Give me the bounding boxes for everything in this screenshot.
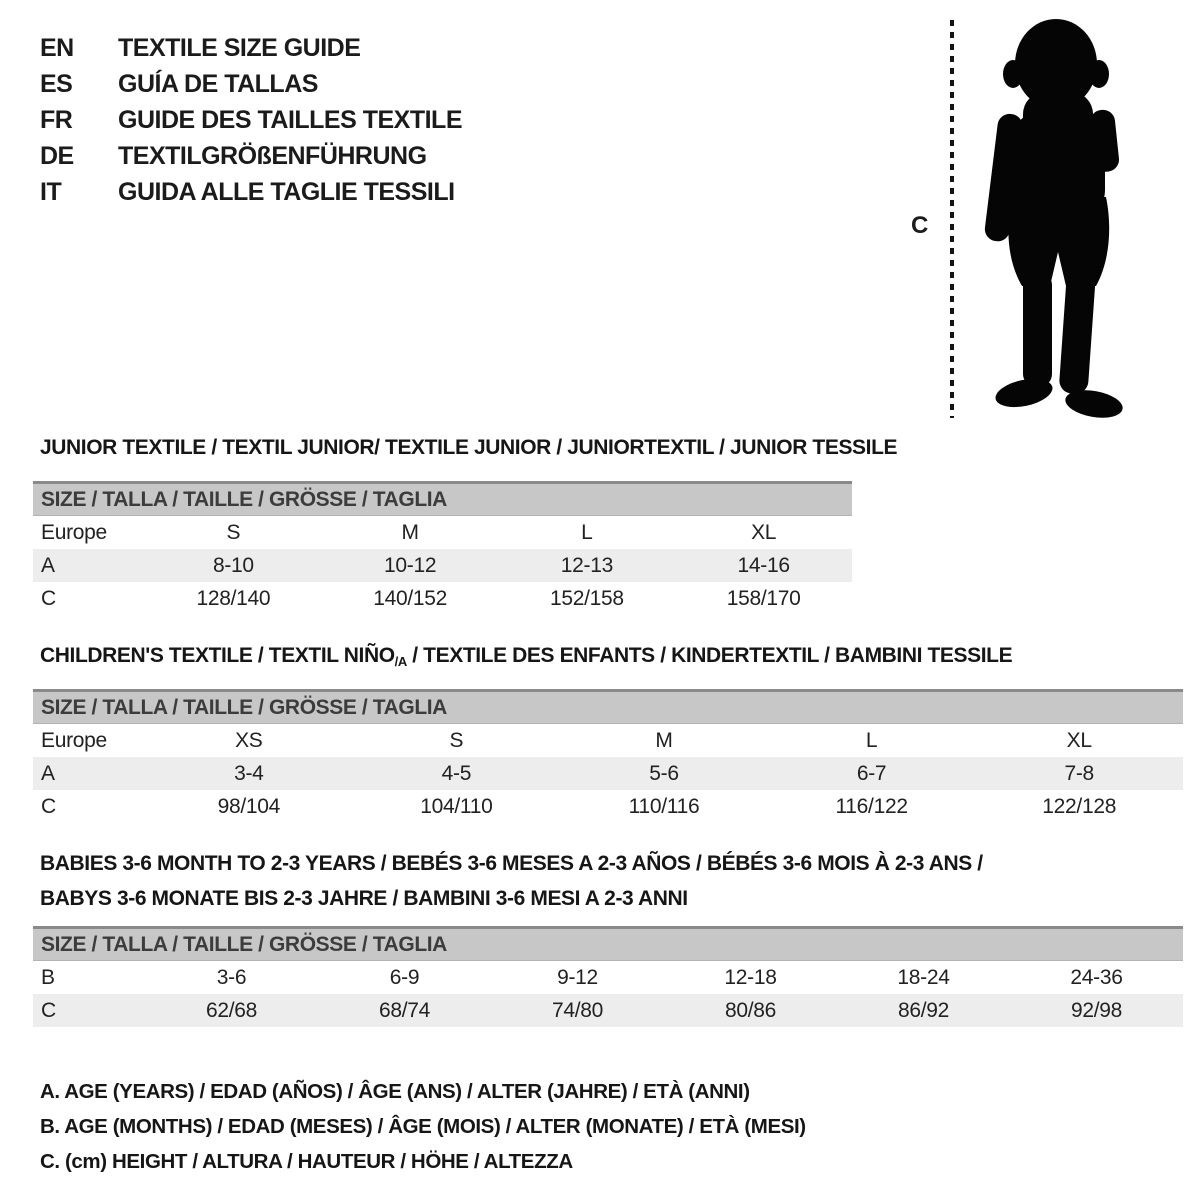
row-label: C — [41, 998, 56, 1022]
heading-subscript: /A — [394, 654, 407, 669]
table-cell: 7-8 — [1064, 761, 1094, 785]
table-cell: 6-7 — [856, 761, 887, 785]
babies-size-table — [33, 926, 1183, 1027]
table-cell: L — [581, 520, 593, 544]
heading-text: / TEXTILE DES ENFANTS / KINDERTEXTIL / BAMBINI TESSILE — [406, 644, 1013, 667]
table-row — [33, 582, 852, 615]
language-row — [40, 138, 462, 174]
table-row — [33, 516, 852, 549]
junior-size-table — [33, 481, 852, 615]
table-cell: 10-12 — [384, 553, 437, 577]
table-cell: 80/86 — [724, 998, 777, 1022]
table-cell: 68/74 — [378, 998, 431, 1022]
row-label: A — [41, 553, 55, 577]
language-code: DE — [40, 141, 74, 170]
height-dashed-line — [950, 20, 954, 418]
footnote-age-months: B. AGE (MONTHS) / EDAD (MESES) / ÂGE (MOIS) / ALTER (MONATE) / ETÀ (MESI) — [40, 1115, 806, 1138]
language-title: GUIDA ALLE TAGLIE TESSILI — [118, 177, 455, 206]
table-cell: 12-13 — [560, 553, 613, 577]
language-title: GUIDE DES TAILLES TEXTILE — [118, 105, 463, 134]
table-row — [33, 790, 1183, 823]
table-cell: 74/80 — [551, 998, 604, 1022]
table-cell: L — [865, 728, 878, 752]
children-section-heading — [40, 644, 1012, 668]
language-row — [40, 66, 462, 102]
table-cell: 4-5 — [441, 761, 472, 785]
babies-section-heading — [40, 846, 983, 916]
row-label: C — [41, 586, 56, 610]
footnote-age-years: A. AGE (YEARS) / EDAD (AÑOS) / ÂGE (ANS) / ALTER (JAHRE) / ETÀ (ANNI) — [40, 1080, 750, 1103]
language-title: TEXTILE SIZE GUIDE — [118, 33, 361, 62]
table-cell: 158/170 — [726, 586, 801, 610]
language-title: GUÍA DE TALLAS — [118, 69, 318, 98]
table-cell: 140/152 — [373, 586, 448, 610]
table-cell: 62/68 — [205, 998, 258, 1022]
table-cell: 14-16 — [737, 553, 790, 577]
footnote-height-cm: C. (cm) HEIGHT / ALTURA / HAUTEUR / HÖHE / ALTEZZA — [40, 1150, 573, 1173]
table-cell: 3-4 — [234, 761, 264, 785]
heading-text: CHILDREN'S TEXTILE / TEXTIL NIÑO — [40, 644, 395, 667]
table-cell: 6-9 — [389, 965, 420, 989]
table-cell: 128/140 — [196, 586, 271, 610]
table-cell: 92/98 — [1070, 998, 1123, 1022]
table-cell: 12-18 — [724, 965, 777, 989]
table-cell: 8-10 — [212, 553, 254, 577]
table-row — [33, 724, 1183, 757]
table-cell: M — [401, 520, 419, 544]
size-table-header-bar: SIZE / TALLA / TAILLE / GRÖSSE / TAGLIA — [33, 926, 1183, 961]
row-label: Europe — [41, 520, 107, 544]
table-cell: S — [449, 728, 464, 752]
size-table-header-bar: SIZE / TALLA / TAILLE / GRÖSSE / TAGLIA — [33, 689, 1183, 724]
language-code: ES — [40, 69, 73, 98]
heading-line: BABIES 3-6 MONTH TO 2-3 YEARS / BEBÉS 3-6 MESES A 2-3 AÑOS / BÉBÉS 3-6 MOIS À 2-3 ANS / — [40, 852, 983, 875]
table-cell: 122/128 — [1042, 794, 1117, 818]
table-cell: 110/116 — [628, 794, 700, 818]
table-cell: 3-6 — [216, 965, 247, 989]
language-title: TEXTILGRÖßENFÜHRUNG — [118, 141, 427, 170]
table-cell: 98/104 — [217, 794, 281, 818]
table-row — [33, 549, 852, 582]
language-row — [40, 174, 462, 210]
children-size-table — [33, 689, 1183, 823]
table-cell: XS — [235, 728, 263, 752]
table-cell: M — [655, 728, 673, 752]
table-row — [33, 961, 1183, 994]
language-row — [40, 102, 462, 138]
table-cell: 116/122 — [835, 794, 908, 818]
table-cell: 24-36 — [1070, 965, 1123, 989]
language-title-list — [40, 30, 462, 210]
language-code: EN — [40, 33, 74, 62]
heading-line: BABYS 3-6 MONATE BIS 2-3 JAHRE / BAMBINI 3-6 MESI A 2-3 ANNI — [40, 887, 688, 910]
row-label: A — [41, 761, 55, 785]
table-cell: S — [226, 520, 241, 544]
table-cell: XL — [1066, 728, 1092, 752]
table-cell: 5-6 — [649, 761, 679, 785]
table-cell: 18-24 — [897, 965, 950, 989]
row-label: B — [41, 965, 55, 989]
size-table-header-bar: SIZE / TALLA / TAILLE / GRÖSSE / TAGLIA — [33, 481, 852, 516]
language-row — [40, 30, 462, 66]
language-code: FR — [40, 105, 73, 134]
junior-section-heading: JUNIOR TEXTILE / TEXTIL JUNIOR/ TEXTILE JUNIOR / JUNIORTEXTIL / JUNIOR TESSILE — [40, 436, 898, 459]
table-cell: 104/110 — [420, 794, 493, 818]
table-cell: XL — [751, 520, 777, 544]
table-row — [33, 757, 1183, 790]
row-label: Europe — [41, 728, 107, 752]
table-cell: 86/92 — [897, 998, 950, 1022]
height-measurement-figure — [903, 12, 1173, 424]
legend-footnotes — [40, 1074, 806, 1179]
table-cell: 152/158 — [549, 586, 624, 610]
row-label: C — [41, 794, 56, 818]
language-code: IT — [40, 177, 62, 206]
table-row — [33, 994, 1183, 1027]
toddler-silhouette-icon — [967, 12, 1142, 422]
height-measure-label: C — [911, 212, 929, 239]
table-cell: 9-12 — [557, 965, 598, 989]
